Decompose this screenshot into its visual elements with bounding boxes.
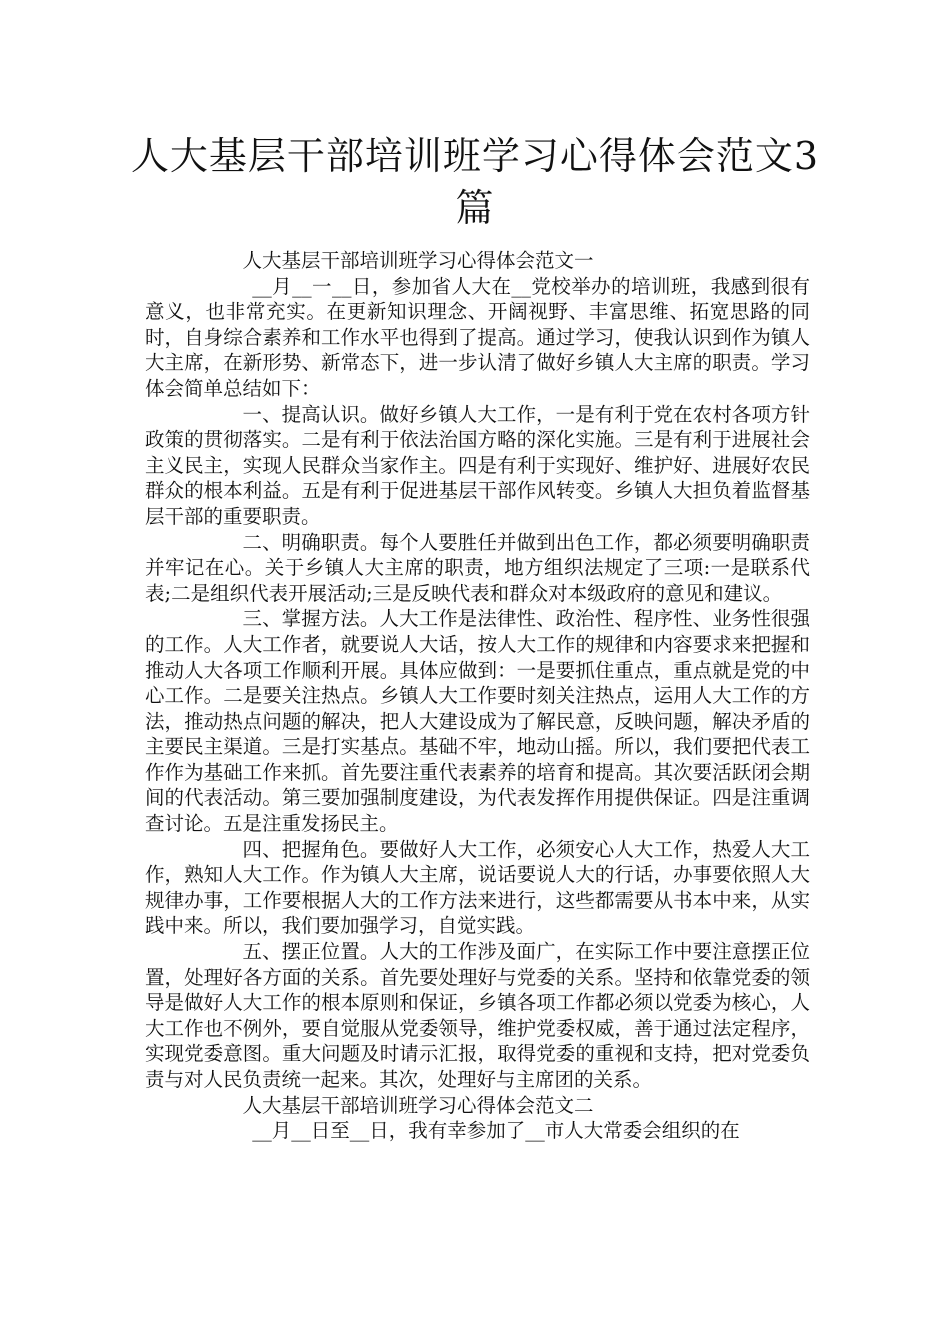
paragraph-point-three: 三、掌握方法。人大工作是法律性、政治性、程序性、业务性很强的工作。人大工作者，就要说人大话，按人大工作的规律和内容要求来把握和推动人大各项工作顺利开展。具体应做到：一是要抓住重点，重点就是党的中心工作。二是要关注热点。乡镇人大工作要时刻关注热点，运用人大工作的方法，推动热点问题的解决，把人大建设成为了解民意，反映问题，解决矛盾的主要民主渠道。三是打实基点。基础不牢，地动山摇。所以，我们要把代表工作作为基础工作来抓。首先要注重代表素养的培育和提高。其次要活跃闭会期间的代表活动。第三要加强制度建设，为代表发挥作用提供保证。四是注重调查讨论。五是注重发扬民主。 (145, 607, 810, 836)
section-heading-one: 人大基层干部培训班学习心得体会范文一 (242, 249, 594, 272)
paragraph-point-two: 二、明确职责。每个人要胜任并做到出色工作，都必须要明确职责并牢记在心。关于乡镇人大主席的职责，地方组织法规定了三项:一是联系代表;二是组织代表开展活动;三是反映代表和群众对本级政府的意见和建议。 (145, 530, 810, 605)
paragraph-point-four: 四、把握角色。要做好人大工作，必须安心人大工作，热爱人大工作，熟知人大工作。作为镇人大主席，说话要说人大的行话，办事要依照人大规律办事，工作要根据人大的工作方法来进行，这些都需要从书本中来，从实践中来。所以，我们要加强学习，自觉实践。 (145, 837, 810, 938)
paragraph-intro-one: __月__一__日，参加省人大在__党校举办的培训班，我感到很有意义，也非常充实。在更新知识理念、开阔视野、丰富思维、拓宽思路的同时，自身综合素养和工作水平也得到了提高。通过学习，使我认识到作为镇人大主席，在新形势、新常态下，进一步认清了做好乡镇人大主席的职责。学习体会简单总结如下： (145, 274, 810, 400)
paragraph-intro-two: __月__日至__日，我有幸参加了__市人大常委会组织的在 (252, 1119, 740, 1143)
paragraph-point-five: 五、摆正位置。人大的工作涉及面广，在实际工作中要注意摆正位置，处理好各方面的关系。首先要处理好与党委的关系。坚持和依靠党委的领导是做好人大工作的根本原则和保证，乡镇各项工作都必须以党委为核心，人大工作也不例外，要自觉服从党委领导，维护党委权威，善于通过法定程序，实现党委意图。重大问题及时请示汇报，取得党委的重视和支持，把对党委负责与对人民负责统一起来。其次，处理好与主席团的关系。 (145, 940, 810, 1091)
paragraph-point-one: 一、提高认识。做好乡镇人大工作，一是有利于党在农村各项方针政策的贯彻落实。二是有利于依法治国方略的深化实施。三是有利于进展社会主义民主，实现人民群众当家作主。四是有利于实现好、维护好、进展好农民群众的根本利益。五是有利于促进基层干部作风转变。乡镇人大担负着监督基层干部的重要职责。 (145, 402, 810, 528)
section-heading-two: 人大基层干部培训班学习心得体会范文二 (242, 1093, 594, 1117)
document-title: 人大基层干部培训班学习心得体会范文3篇 (130, 134, 820, 230)
document-body (145, 248, 810, 1144)
